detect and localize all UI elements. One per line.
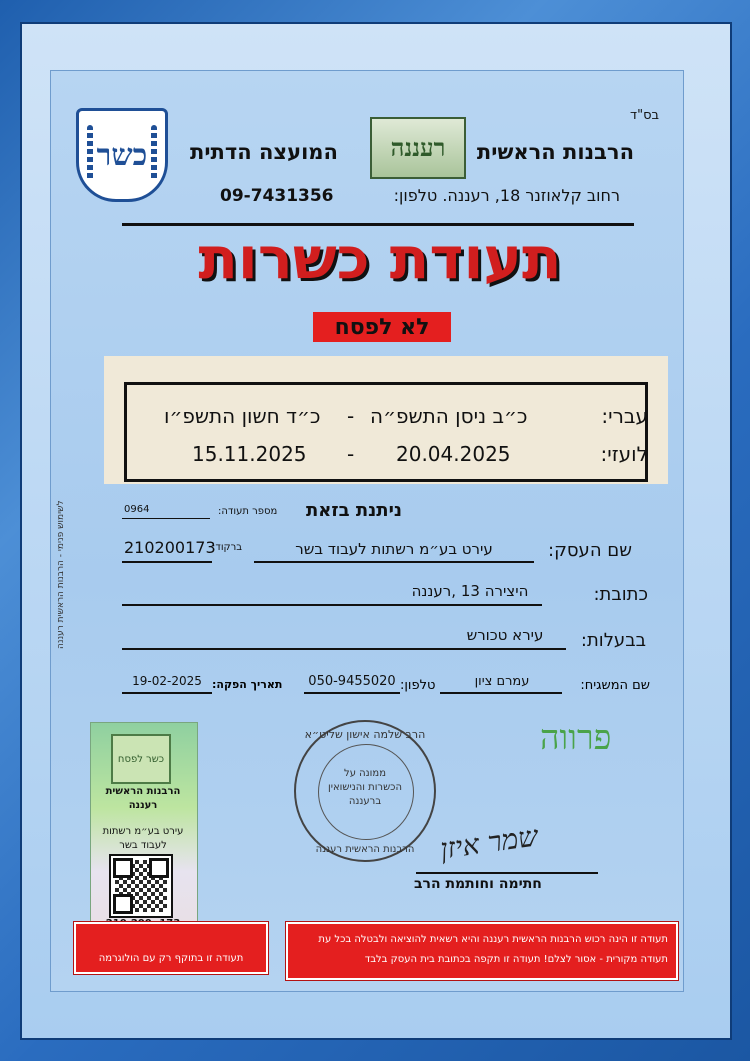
rabbi-seal-stamp xyxy=(294,720,436,862)
ownership-note xyxy=(286,922,678,980)
hologram-business-2: לעבוד בשר xyxy=(119,840,167,851)
rabbi-signature: שמר איזן xyxy=(438,819,540,866)
supervisor-phone-line xyxy=(304,692,400,694)
laurel-icon xyxy=(87,125,93,181)
owner-label: בבעלות: xyxy=(580,630,646,651)
hologram-validity-note xyxy=(74,922,268,974)
supervisor-line xyxy=(440,692,562,694)
gregorian-date-to: 15.11.2025 xyxy=(192,442,307,466)
owner-value: עירא טכורש xyxy=(466,626,544,644)
gregorian-date-from: 20.04.2025 xyxy=(396,442,511,466)
seal-inner-line-2: הכשרות והנישואין xyxy=(328,782,402,793)
cert-number-label: מספר תעודה: xyxy=(218,506,278,517)
address-line xyxy=(122,604,542,606)
city-logo-text: רעננה xyxy=(390,133,446,162)
hologram-org-2: רעננה xyxy=(128,800,158,811)
hologram-org-1: הרבנות הראשית xyxy=(105,786,181,797)
qr-finder xyxy=(113,858,133,878)
barcode-label: ברקוד: xyxy=(212,542,243,553)
address-text: רחוב קלאוזנר 18, רעננה. xyxy=(442,186,620,205)
issued-heading: ניתנת בזאת xyxy=(306,500,403,521)
issue-date-label: תאריך הפקה: xyxy=(212,678,283,691)
owner-line xyxy=(122,648,566,650)
date-separator: - xyxy=(347,442,355,466)
supervisor-phone: 050-9455020 xyxy=(308,674,396,689)
qr-finder xyxy=(149,858,169,878)
supervisor-value: עמרם ציון xyxy=(474,674,530,689)
cert-number: 0964 xyxy=(124,504,150,515)
address-label: כתובת: xyxy=(593,584,648,605)
qr-code xyxy=(109,854,173,918)
supervisor-phone-label: טלפון: xyxy=(400,678,436,693)
seal-bottom-text: הרבנות הראשית רעננה xyxy=(315,844,415,855)
date-separator: - xyxy=(347,404,355,428)
seal-outer-text: הרב שלמה אישון שליט״א xyxy=(304,728,426,741)
business-name-value: עירט בע״מ רשתות לעבוד בשר xyxy=(295,540,493,558)
signature-line xyxy=(416,872,598,874)
issue-date-line xyxy=(122,692,212,694)
qr-finder xyxy=(113,894,133,914)
header-address xyxy=(394,186,620,205)
kosher-shield-logo xyxy=(76,108,168,202)
address-value: היצירה 13 ,רעננה xyxy=(411,582,529,600)
header-phone: 09-7431356 xyxy=(220,186,334,206)
hologram-emblem: כשר לפסח xyxy=(111,734,171,784)
issue-date-value: 19-02-2025 xyxy=(132,674,202,688)
bsd-mark: בס"ד xyxy=(630,108,660,123)
business-name-line xyxy=(254,561,534,563)
hologram-business-1: עירט בע״מ רשתות xyxy=(102,826,184,837)
validity-dates-box xyxy=(124,382,648,482)
seal-inner-line-3: ברעננה xyxy=(348,796,382,807)
hologram-validity-text: תעודה זו בתוקף רק עם הולוגרמה xyxy=(98,953,244,964)
laurel-icon xyxy=(151,125,157,181)
ownership-note-line-2: תעודה מקורית - אסור לצלם! תעודה זו תקפה בכתובת בית העסק בלבד xyxy=(364,954,668,965)
side-margin-text: לשימוש פנימי - הרבנות הראשית רעננה xyxy=(56,500,66,649)
religious-council-title: המועצה הדתית xyxy=(190,140,338,164)
gregorian-date-label: לועזי: xyxy=(600,442,648,466)
raanana-city-logo xyxy=(370,117,466,179)
hebrew-date-to: כ״ד חשון התשפ״ו xyxy=(164,404,321,428)
cert-number-line xyxy=(122,518,210,519)
barcode-line xyxy=(122,561,212,563)
rabbinate-title: הרבנות הראשית xyxy=(476,140,634,164)
kosher-logo-text: כשר xyxy=(96,137,148,173)
ownership-note-line-1: תעודה זו הינה רכוש הרבנות הראשית רעננה והיא רשאית להוציאה ולבטלה בכל עת xyxy=(318,934,668,945)
supervisor-label: שם המשגיח: xyxy=(580,678,650,693)
pareve-category: פרווה xyxy=(540,718,612,758)
hebrew-date-from: כ״ב ניסן התשפ״ה xyxy=(370,404,528,428)
barcode-value: 210200173 xyxy=(124,538,216,557)
phone-label: טלפון: xyxy=(393,186,438,205)
certificate-title: תעודת כשרות xyxy=(198,224,562,292)
business-name-label: שם העסק: xyxy=(548,540,632,561)
not-for-passover-badge: לא לפסח xyxy=(313,312,451,342)
seal-inner-line-1: ממונה על xyxy=(344,768,386,779)
hebrew-date-label: עברי: xyxy=(601,404,648,428)
signature-label: חתימה וחותמת הרב xyxy=(414,876,542,892)
